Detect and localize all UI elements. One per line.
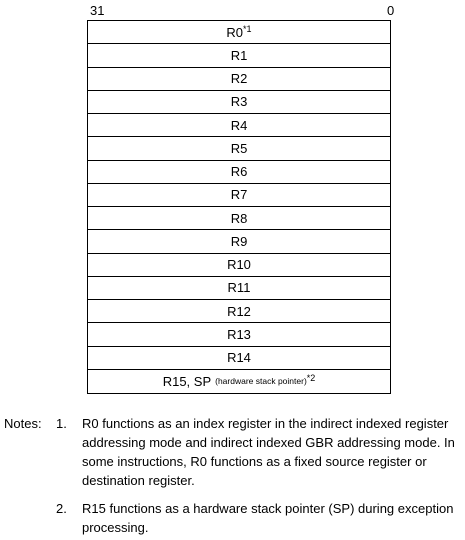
- register-label: R6: [230, 164, 248, 180]
- register-row-r13: [88, 323, 390, 346]
- register-row-r5: [88, 137, 390, 160]
- register-label: R5: [230, 140, 248, 156]
- register-label: R1: [230, 47, 248, 63]
- register-label: R2: [230, 71, 248, 87]
- register-row-r1: [88, 44, 390, 67]
- register-label: R0: [226, 24, 244, 40]
- register-label: R7: [230, 187, 248, 203]
- register-suffix: (hardware stack pointer): [215, 376, 307, 387]
- register-label: R15, SP: [162, 373, 212, 389]
- register-row-r12: [88, 300, 390, 323]
- register-row-r10: [88, 254, 390, 277]
- note-text: R15 functions as a hardware stack pointer (SP) during exception processing.: [82, 501, 454, 535]
- note-item: [56, 414, 462, 490]
- register-label: R4: [230, 117, 248, 133]
- register-label: R10: [227, 257, 251, 273]
- register-label: R13: [227, 326, 251, 342]
- register-row-r11: [88, 277, 390, 300]
- register-row-r9: [88, 230, 390, 253]
- register-label: R3: [230, 94, 248, 110]
- note-item: [56, 499, 462, 537]
- register-row-r14: [88, 347, 390, 370]
- register-label: R8: [230, 210, 248, 226]
- register-label: R12: [227, 303, 251, 319]
- note-number: 1.: [56, 416, 67, 431]
- register-row-r8: [88, 207, 390, 230]
- register-row-r2: [88, 68, 390, 91]
- footnote-marker: *1: [243, 23, 252, 34]
- register-label: R9: [230, 233, 248, 249]
- register-table: [87, 20, 391, 394]
- register-row-r4: [88, 114, 390, 137]
- bit-31-label: 31: [90, 3, 105, 18]
- bit-0-label: 0: [387, 3, 395, 18]
- footnote-marker: *2: [306, 372, 316, 383]
- register-row-r0: [88, 21, 390, 44]
- register-label: R11: [227, 280, 251, 296]
- register-label: R14: [227, 350, 251, 366]
- register-row-r6: [88, 161, 390, 184]
- register-row-r3: [88, 91, 390, 114]
- notes-title: Notes:: [4, 416, 42, 431]
- register-row-r7: [88, 184, 390, 207]
- note-number: 2.: [56, 501, 67, 516]
- register-row-r15: [88, 370, 390, 393]
- note-text: R0 functions as an index register in the indirect indexed register addressing mode and indirect indexed GBR addressing mode. In some instructions, R0 functions as a fixed source register or destination register.: [82, 416, 455, 488]
